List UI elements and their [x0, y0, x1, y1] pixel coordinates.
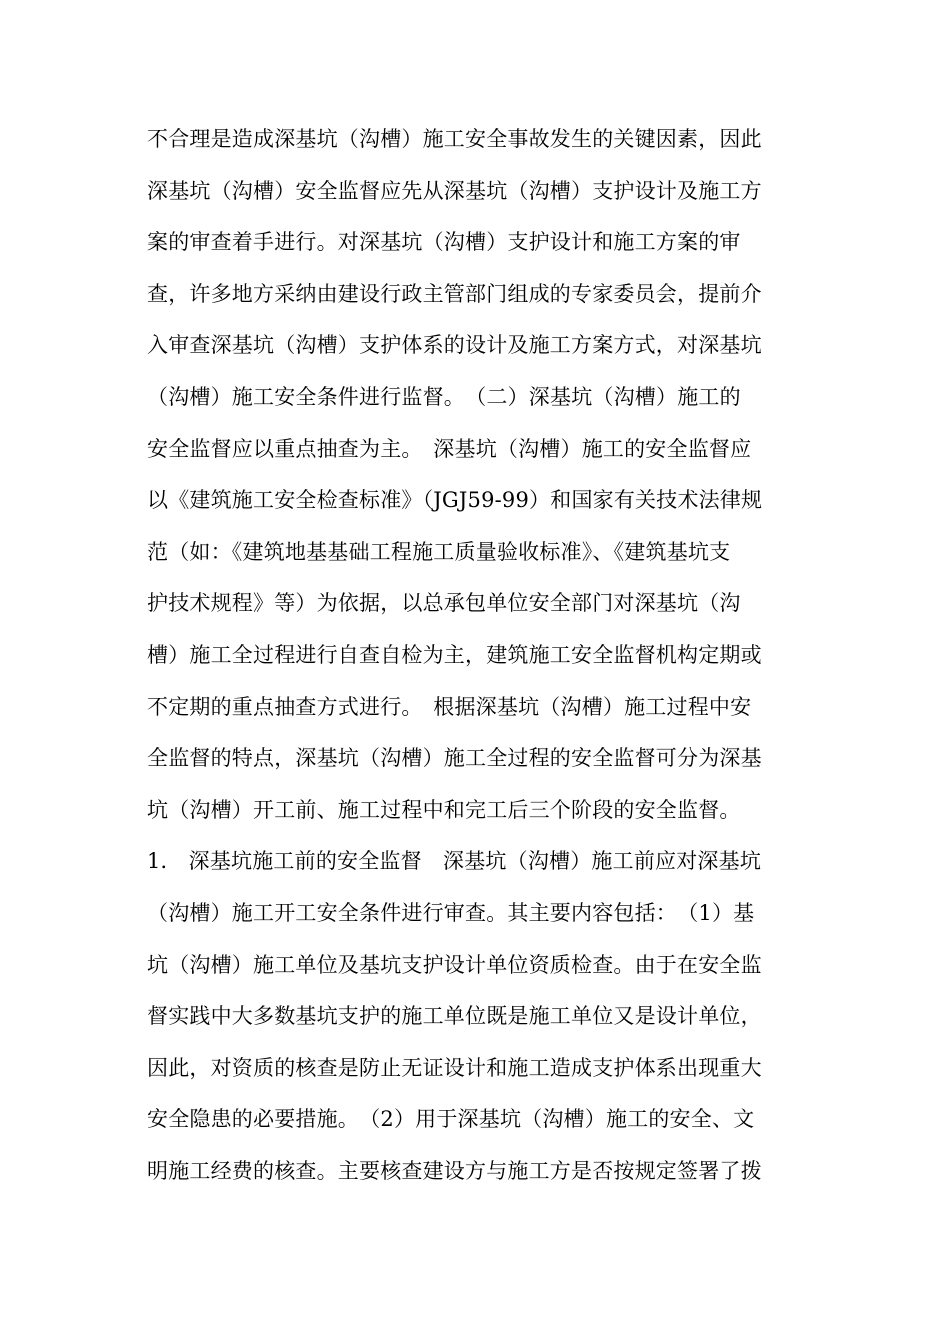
text-line: 安全监督应以重点抽查为主。 深基坑（沟槽）施工的安全监督应	[147, 436, 752, 461]
text-line: 坑（沟槽）开工前、施工过程中和完工后三个阶段的安全监督。	[147, 797, 741, 822]
text-line: 范（如：《建筑地基基础工程施工质量验收标准》、《建筑基坑支	[147, 539, 731, 564]
text-line: 安全隐患的必要措施。 （2）用于深基坑（沟槽）施工的安全、文	[147, 1107, 755, 1132]
text-line: 明施工经费的核查。主要核查建设方与施工方是否按规定签署了拨	[147, 1158, 762, 1183]
text-line: 不定期的重点抽查方式进行。 根据深基坑（沟槽）施工过程中安	[147, 694, 752, 719]
body-text	[147, 114, 827, 1197]
text-line: （沟槽）施工安全条件进行监督。 （二）深基坑（沟槽）施工的	[147, 384, 741, 409]
text-line: 深基坑（沟槽）安全监督应先从深基坑（沟槽）支护设计及施工方	[147, 178, 762, 203]
text-line: 因此，对资质的核查是防止无证设计和施工造成支护体系出现重大	[147, 1055, 762, 1080]
text-line: 入审查深基坑（沟槽）支护体系的设计及施工方案方式，对深基坑	[147, 333, 762, 358]
text-line: 督实践中大多数基坑支护的施工单位既是施工单位又是设计单位，	[147, 1004, 762, 1029]
text-line: 以《建筑施工安全检查标准》（JGJ59-99）和国家有关技术法律规	[147, 488, 763, 513]
text-line: 案的审查着手进行。对深基坑（沟槽）支护设计和施工方案的审	[147, 230, 741, 255]
text-line: 槽）施工全过程进行自查自检为主，建筑施工安全监督机构定期或	[147, 642, 762, 667]
text-line: 查，许多地方采纳由建设行政主管部门组成的专家委员会，提前介	[147, 281, 762, 306]
text-line: 护技术规程》等）为依据，以总承包单位安全部门对深基坑（沟	[147, 591, 741, 616]
text-line: 不合理是造成深基坑（沟槽）施工安全事故发生的关键因素，因此	[147, 127, 762, 151]
text-line: 坑（沟槽）施工单位及基坑支护设计单位资质检查。由于在安全监	[147, 952, 762, 977]
text-line: （沟槽）施工开工安全条件进行审查。其主要内容包括： （1）基	[147, 900, 755, 925]
text-line: 全监督的特点，深基坑（沟槽）施工全过程的安全监督可分为深基	[147, 746, 762, 771]
text-line: 1． 深基坑施工前的安全监督 深基坑（沟槽）施工前应对深基坑	[147, 849, 762, 874]
